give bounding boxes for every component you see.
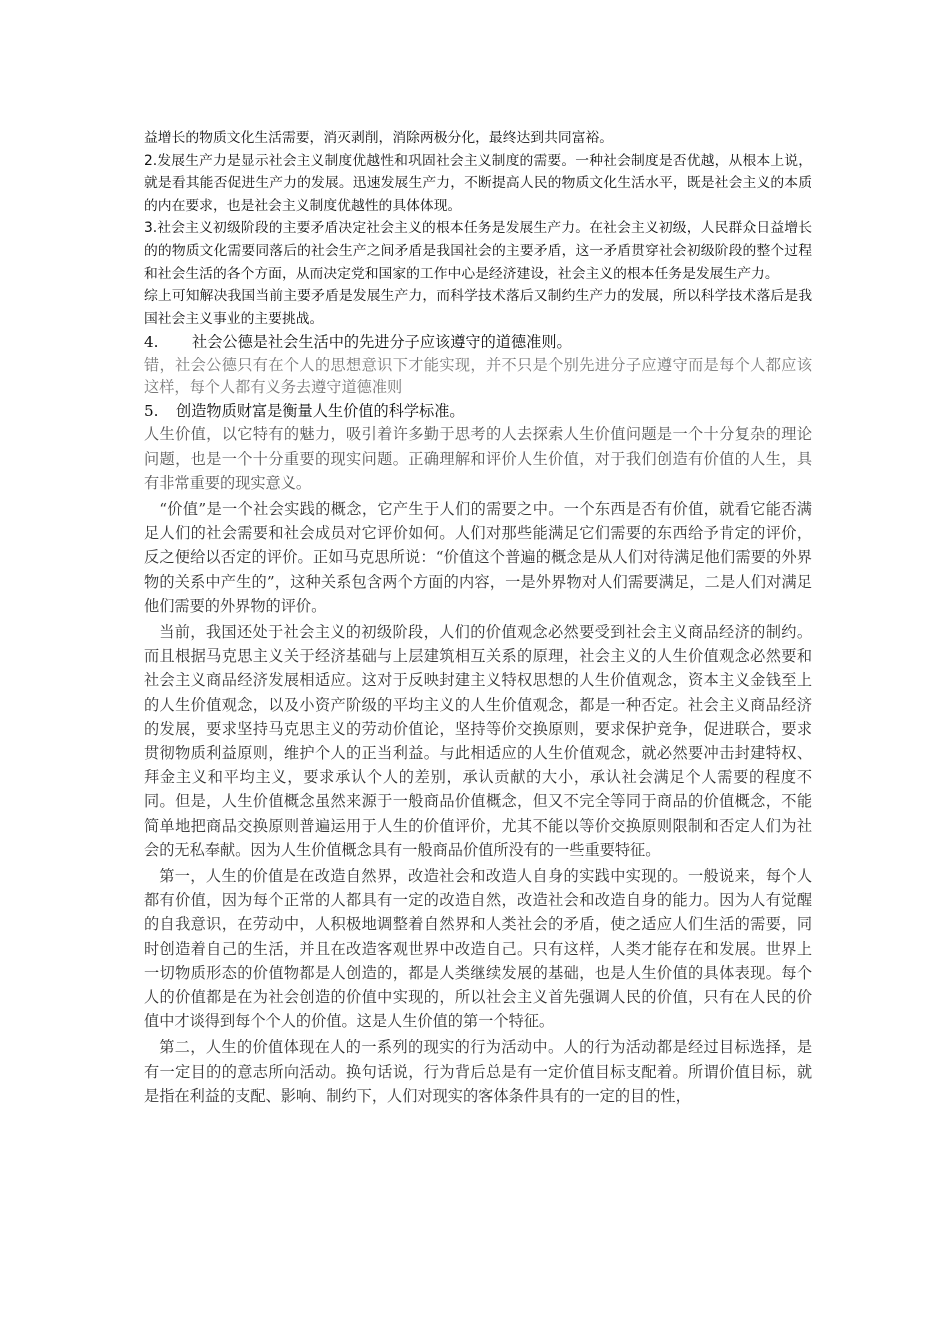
document-body [144,127,812,1108]
answer-paragraph: 第二，人生的价值体现在人的一系列的现实的行为活动中。人的行为活动都是经过目标选择，是有一定目的的意志所向活动。换句话说，行为背后总是有一定价值目标支配着。所谓价值目标，就是指在利益的支配、影响、制约下，人们对现实的客体条件具有的一定的目的性， [144,1038,812,1105]
answer-paragraph: “价值”是一个社会实践的概念，它产生于人们的需要之中。一个东西是否有价值，就看它能否满足人们的社会需要和社会成员对它评价如何。人们对那些能满足它们需要的东西给予肯定的评价，反之便给以否定的评价。正如马克思所说：“价值这个普遍的概念是从人们对待满足他们需要的外界物的关系中产生的”，这种关系包含两个方面的内容，一是外界物对人们需要满足，二是人们对满足他们需要的外界物的评价。 [144,499,812,615]
answer-paragraph: 当前，我国还处于社会主义的初级阶段，人们的价值观念必然要受到社会主义商品经济的制约。而且根据马克思主义关于经济基础与上层建筑相互关系的原理，社会主义的人生价值观念必然要和社会主义商品经济发展相适应。这对于反映封建主义特权思想的人生价值观念，资本主义金钱至上的人生价值观念，以及小资产阶级的平均主义的人生价值观念，都是一种否定。社会主义商品经济的发展，要求坚持马克思主义的劳动价值论，坚持等价交换原则，要求保护竞争，促进联合，要求贯彻物质利益原则，维护个人的正当利益。与此相适应的人生价值观念，就必然要冲击封建特权、拜金主义和平均主义，要求承认个人的差别，承认贡献的大小，承认社会满足个人需要的程度不同。但是，人生价值概念虽然来源于一般商品价值概念，但又不完全等同于商品的价值概念，不能简单地把商品交换原则普遍运用于人生的价值评价，尤其不能以等价交换原则限制和否定人们为社会的无私奉献。因为人生价值概念具有一般商品价值所没有的一些重要特征。 [144,622,812,859]
question-5-title: 创造物质财富是衡量人生价值的科学标准。 [176,401,465,420]
question-4-number: 4. [144,333,159,352]
question-4-heading [144,331,812,354]
answer-paragraph: 错，社会公德只有在个人的思想意识下才能实现，并不只是个别先进分子应遵守而是每个人都应该这样，每个人都有义务去遵守道德准则 [144,355,812,397]
question-4-title: 社会公德是社会生活中的先进分子应该遵守的道德准则。 [192,333,572,352]
question-4-answer [144,354,812,399]
intro-section [144,127,812,330]
answer-paragraph: 第一，人生的价值是在改造自然界，改造社会和改造人自身的实践中实现的。一般说来，每个人都有价值，因为每个正常的人都具有一定的改造自然，改造社会和改造自身的能力。因为人有觉醒的自我意识，在劳动中，人积极地调整着自然界和人类社会的矛盾，使之适应人们生活的需要，同时创造着自己的生活，并且在改造客观世界中改造自己。只有这样，人类才能存在和发展。世界上一切物质形态的价值物都是人创造的，都是人类继续发展的基础，也是人生价值的具体表现。每个人的价值都是在为社会创造的价值中实现的，所以社会主义首先强调人民的价值，只有在人民的价值中才谈得到每个个人的价值。这是人生价值的第一个特征。 [144,867,812,1031]
question-5-answer [144,422,812,1108]
intro-paragraph: 综上可知解决我国当前主要矛盾是发展生产力，而科学技术落后又制约生产力的发展，所以科学技术落后是我国社会主义事业的主要挑战。 [144,288,812,327]
intro-paragraph: 2.发展生产力是显示社会主义制度优越性和巩固社会主义制度的需要。一种社会制度是否优越，从根本上说，就是看其能否促进生产力的发展。迅速发展生产力，不断提高人民的物质文化生活水平，既是社会主义的本质的内在要求，也是社会主义制度优越性的具体体现。 [144,152,812,214]
intro-paragraph: 3.社会主义初级阶段的主要矛盾决定社会主义的根本任务是发展生产力。在社会主义初级，人民群众日益增长的的物质文化需要同落后的社会生产之间矛盾是我国社会的主要矛盾，这一矛盾贯穿社会初级阶段的整个过程和社会生活的各个方面，从而决定党和国家的工作中心是经济建设，社会主义的根本任务是发展生产力。 [144,220,812,282]
question-5-number: 5. [144,401,159,420]
intro-paragraph: 益增长的物质文化生活需要，消灭剥削，消除两极分化，最终达到共同富裕。 [144,130,614,146]
question-5-heading [144,400,812,423]
answer-paragraph: 人生价值，以它特有的魅力，吸引着许多勤于思考的人去探索人生价值问题是一个十分复杂的理论问题，也是一个十分重要的现实问题。正确理解和评价人生价值，对于我们创造有价值的人生，具有非常重要的现实意义。 [144,425,812,492]
